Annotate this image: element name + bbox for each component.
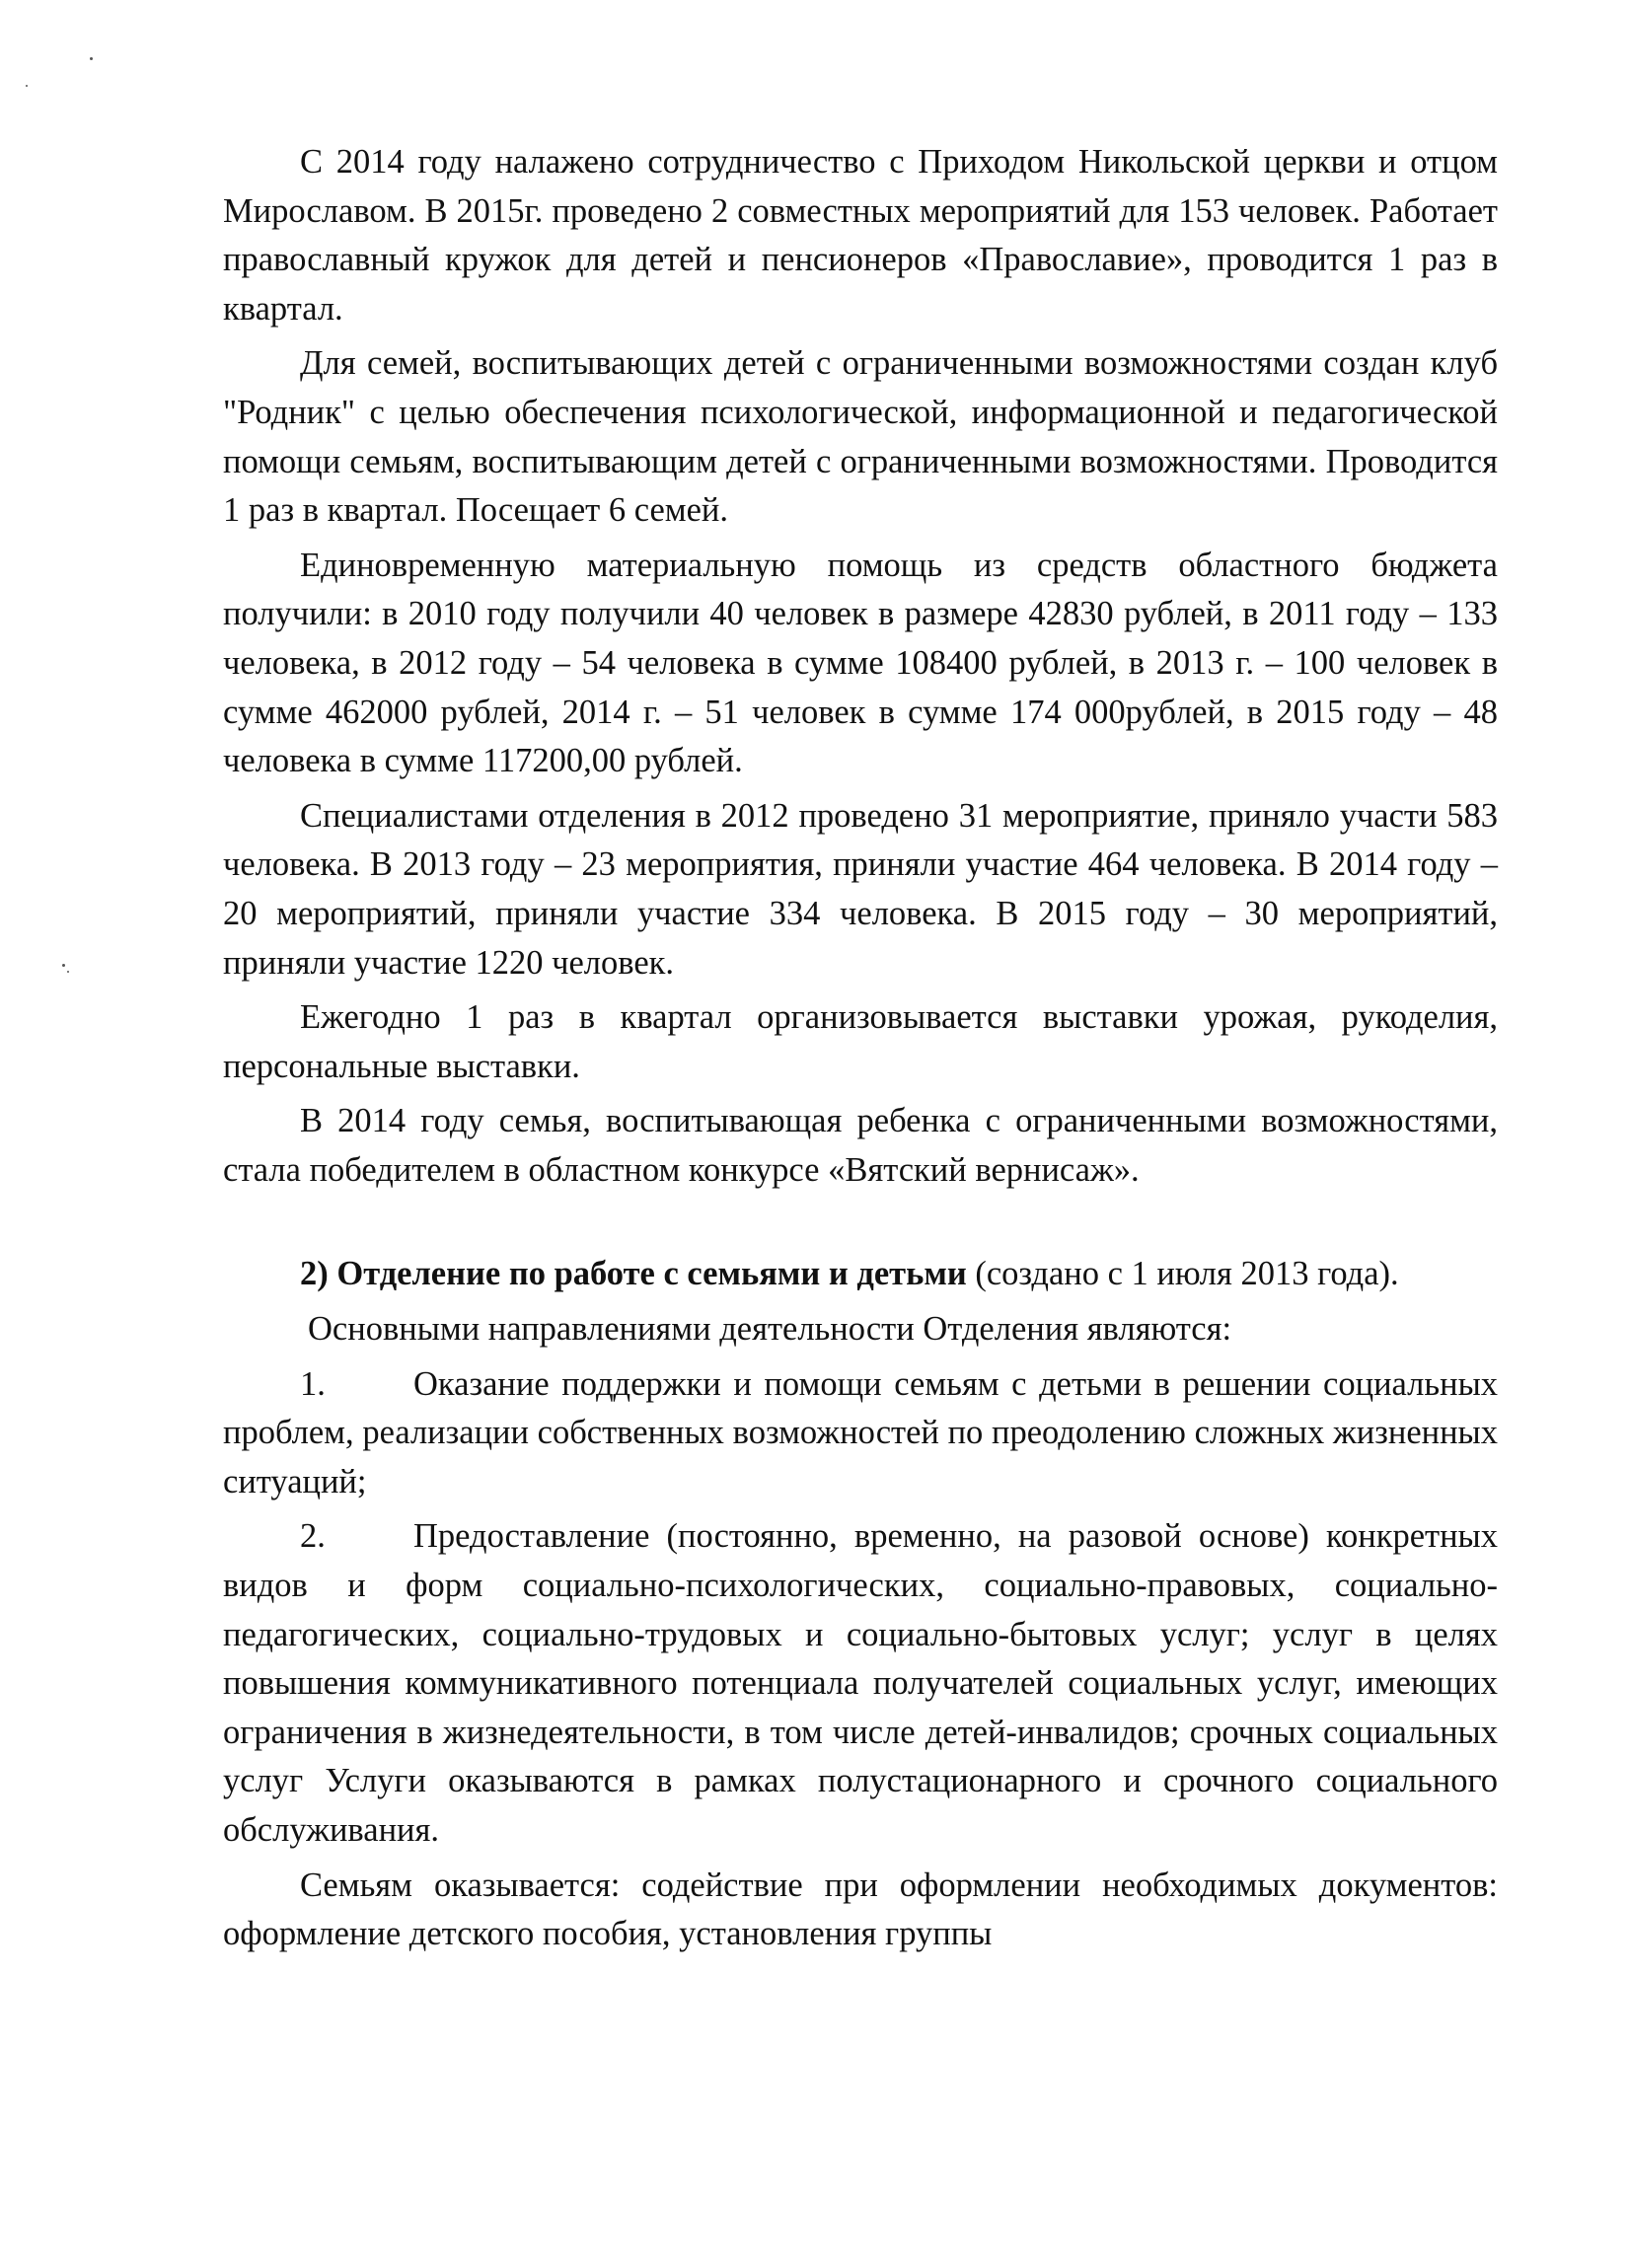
- scan-speck-top: [90, 57, 93, 60]
- section-heading: 2) Отделение по работе с семьями и детьми: [300, 1255, 967, 1293]
- paragraph-rodnik-club: Для семей, воспитывающих детей с ограниченными возможностями создан клуб "Родник" с целью обеспечения психологической, информационной и педагогической помощи семьям, воспитывающим детей с ограниченными возможностями. Проводится 1 раз в квартал. Посещает 6 семей.: [223, 344, 1498, 530]
- paragraph-financial-aid: Единовременную материальную помощь из средств областного бюджета получили: в 2010 году получили 40 человек в размере 42830 рублей, в 2011 году – 133 человека, в 2012 году – 54 человека в сумме 108400 рублей, в 2013 г. – 100 человек в сумме 462000 рублей, 2014 г. – 51 человек в сумме 174 000рублей, в 2015 году – 48 человека в сумме 117200,00 рублей.: [223, 546, 1498, 780]
- document-body: [223, 138, 1498, 1965]
- list-item-number: 2.: [300, 1517, 326, 1556]
- list-item: [223, 1512, 1498, 1855]
- paragraph-events-statistics: Специалистами отделения в 2012 проведено 31 мероприятие, приняло участи 583 человека. В 2013 году – 23 мероприятия, приняли участие 464 человека. В 2014 году – 20 мероприятий, приняли участие 334 человека. В 2015 году – 30 мероприятий, приняли участие 1220 человек.: [223, 796, 1498, 982]
- list-item-number: 1.: [300, 1364, 326, 1403]
- list-item: [223, 1360, 1498, 1507]
- scan-speck-middle: [62, 964, 65, 967]
- list-item-text: Оказание поддержки и помощи семьям с детьми в решении социальных проблем, реализации собственных возможностей по преодолению сложных жизненных ситуаций;: [223, 1364, 1498, 1500]
- paragraph-family-services: Семьям оказывается: содействие при оформлении необходимых документов: оформление детского пособия, установления группы: [223, 1866, 1498, 1953]
- section-intro: Основными направлениями деятельности Отделения являются:: [308, 1310, 1232, 1349]
- paragraph-church-cooperation: С 2014 году налажено сотрудничество с Приходом Никольской церкви и отцом Мирославом. В 2015г. проведено 2 совместных мероприятий для 153 человек. Работает православный кружок для детей и пенсионеров «Православие», проводится 1 раз в квартал.: [223, 143, 1498, 328]
- scan-speck-top-left: [26, 85, 28, 87]
- section-heading-note: (создано с 1 июля 2013 года).: [966, 1255, 1399, 1293]
- scan-speck-middle-2: [67, 971, 69, 973]
- list-item-text: Предоставление (постоянно, временно, на разовой основе) конкретных видов и форм социально-психологических, социально-правовых, социально-педагогических, социально-трудовых и социально-бытовых услуг; услуг в целях повышения коммуникативного потенциала получателей социальных услуг, имеющих ограничения в жизнедеятельности, в том числе детей-инвалидов; срочных социальных услуг Услуги оказываются в рамках полустационарного и срочного социального обслуживания.: [223, 1517, 1498, 1849]
- paragraph-contest-winner: В 2014 году семья, воспитывающая ребенка с ограниченными возможностями, стала победителем в областном конкурсе «Вятский вернисаж».: [223, 1102, 1498, 1189]
- paragraph-exhibitions: Ежегодно 1 раз в квартал организовывается выставки урожая, рукоделия, персональные выставки.: [223, 998, 1498, 1085]
- section-heading-paragraph: [223, 1250, 1498, 1299]
